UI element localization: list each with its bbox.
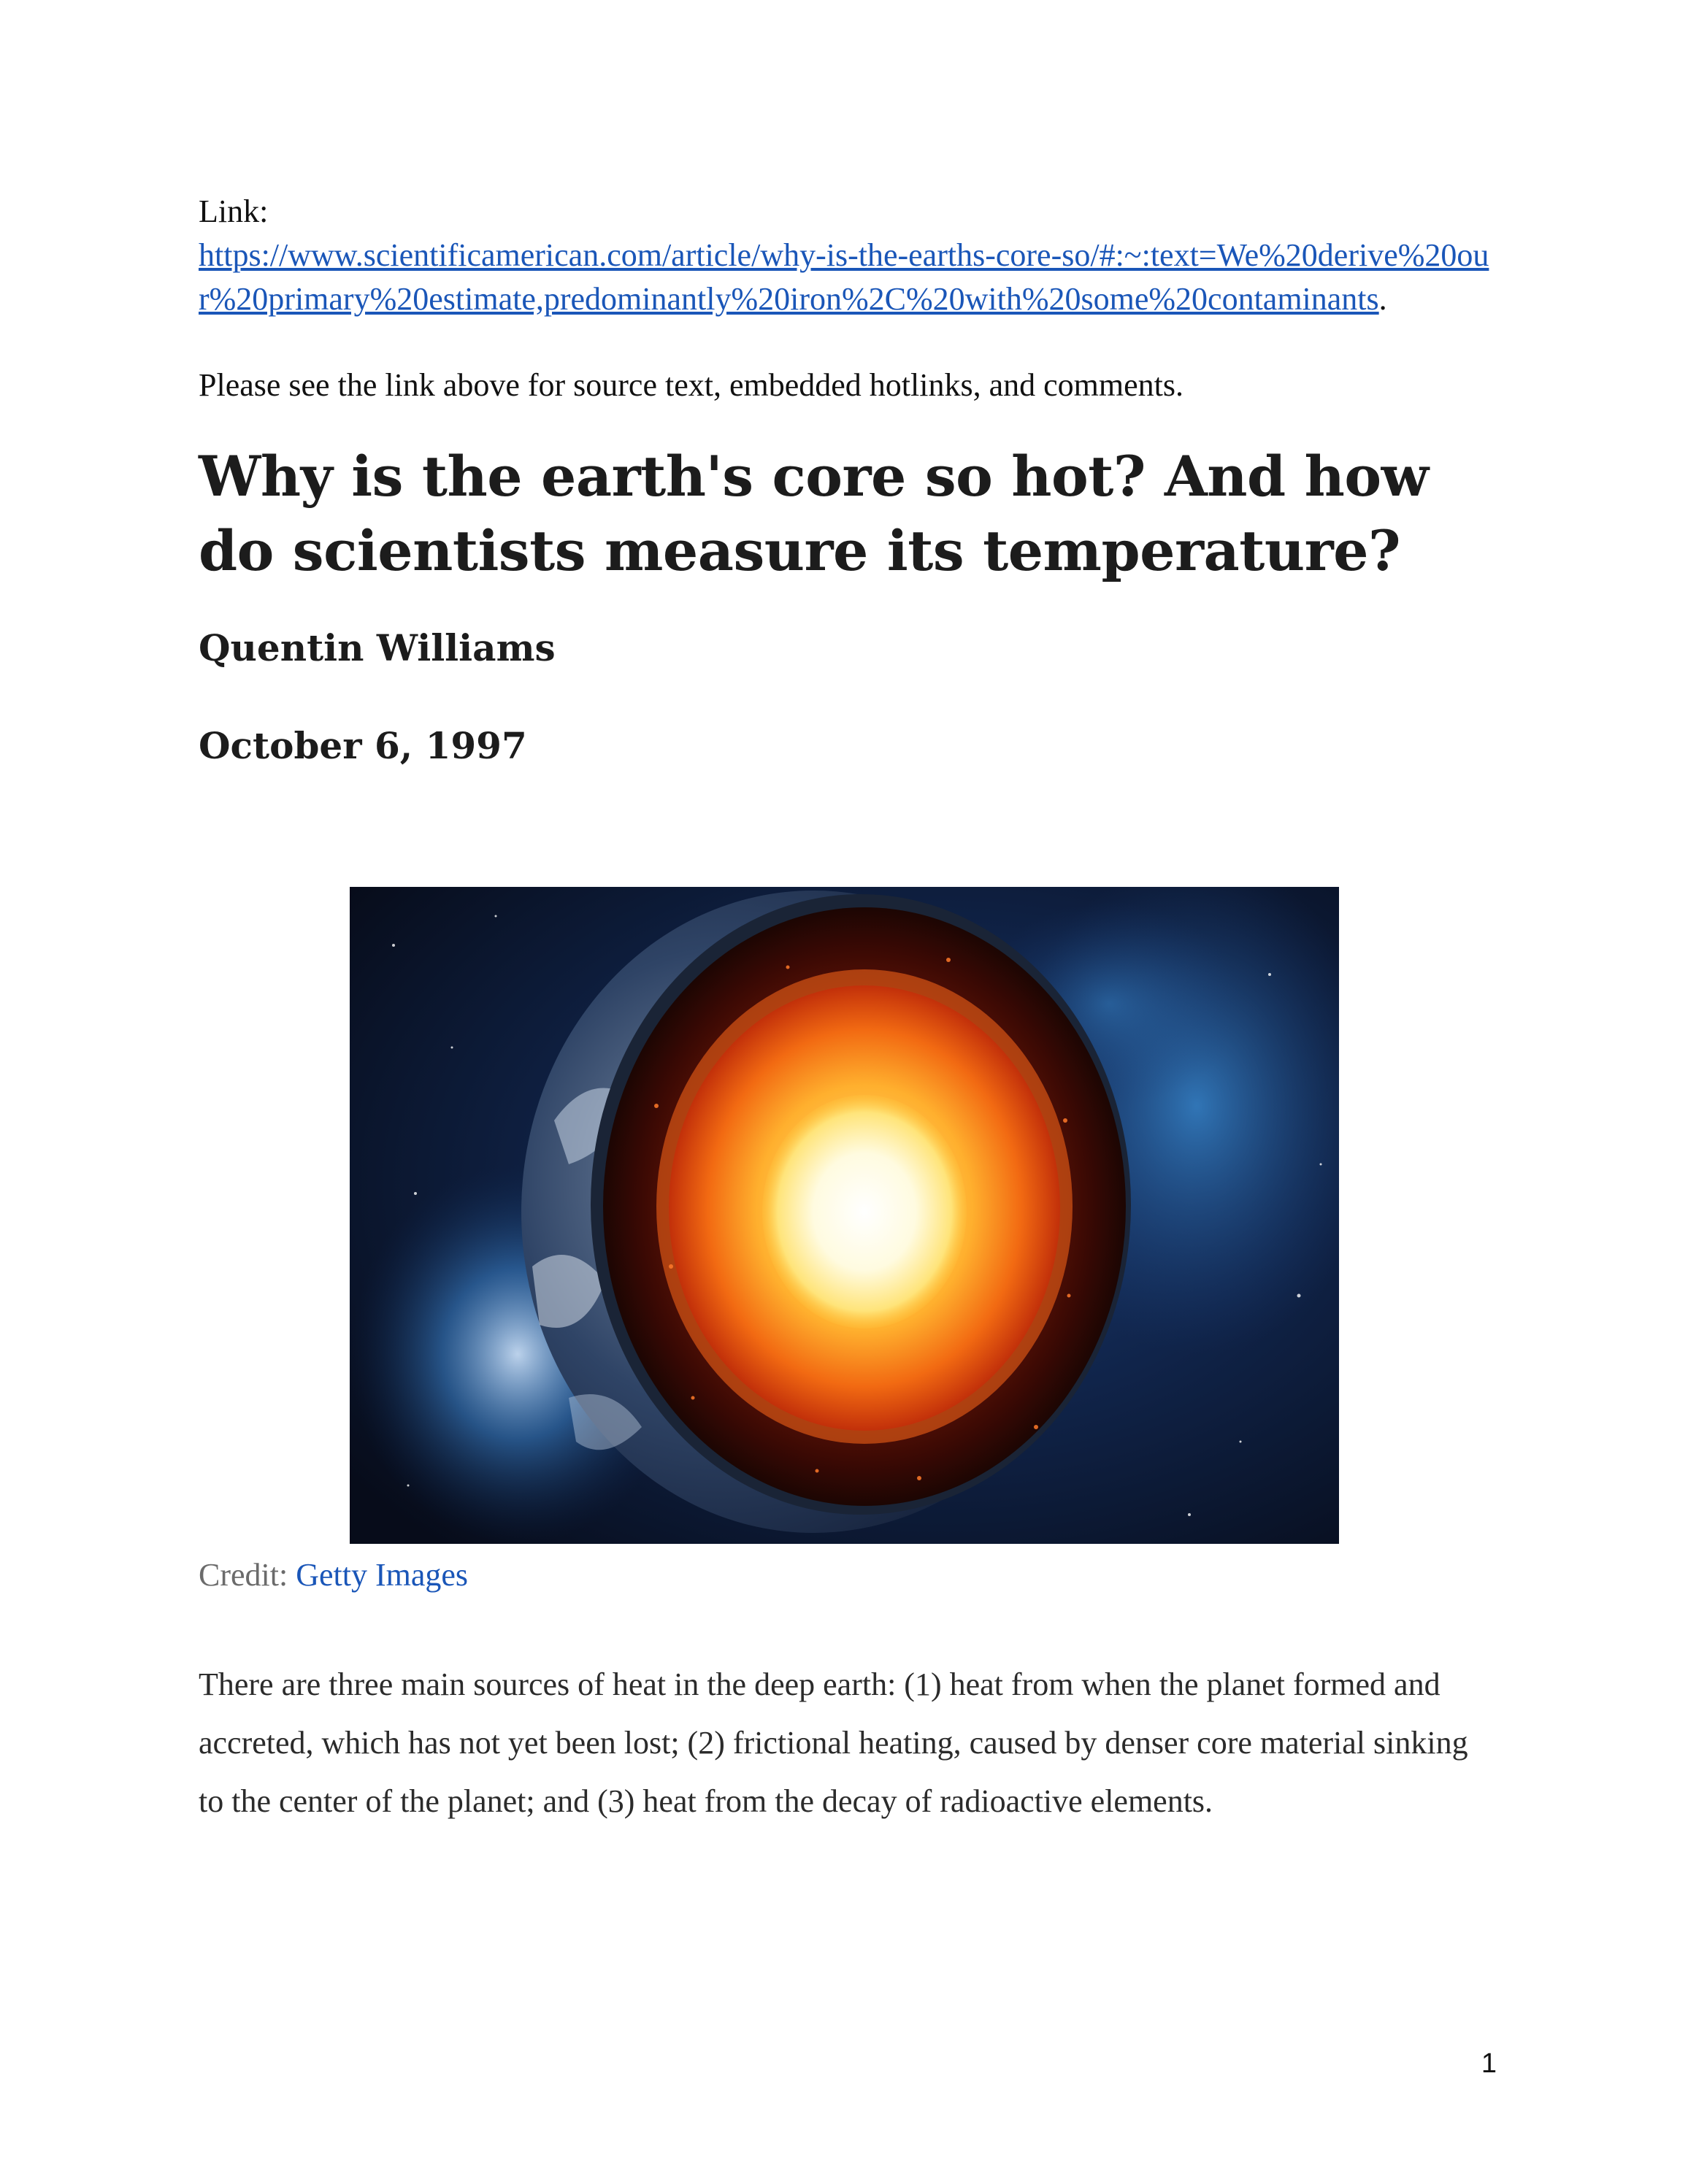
article-title: Why is the earth's core so hot? And how do scientists measure its temperature? [199, 444, 1429, 583]
earth-core-image [350, 887, 1339, 1544]
source-note: Please see the link above for source text, embedded hotlinks, and comments. [199, 367, 1183, 403]
credit-label: Credit: [199, 1557, 288, 1593]
image-credit [199, 1553, 468, 1597]
document-content [199, 190, 1498, 769]
source-link-block [199, 234, 1498, 321]
body-paragraph: There are three main sources of heat in the deep earth: (1) heat from when the planet formed and accreted, which has not yet been lost; (2) frictional heating, caused by denser core material sinking to the center of the planet; and (3) heat from the decay of radioactive elements. [199, 1666, 1468, 1819]
source-link[interactable]: https://www.scientificamerican.com/article/why-is-the-earths-core-so/#:~:text=We%20derive%20our%20primary%20estimate,predominantly%20iron%2C%20with%20some%20contaminants [199, 237, 1489, 317]
earth-core-illustration-icon [350, 887, 1339, 1544]
page-number: 1 [1481, 2048, 1497, 2079]
article-date: October 6, 1997 [199, 724, 527, 767]
article-author: Quentin Williams [199, 626, 556, 669]
link-trailing-period: . [1378, 281, 1387, 317]
credit-source-link[interactable]: Getty Images [296, 1557, 469, 1593]
link-label: Link: [199, 193, 269, 229]
